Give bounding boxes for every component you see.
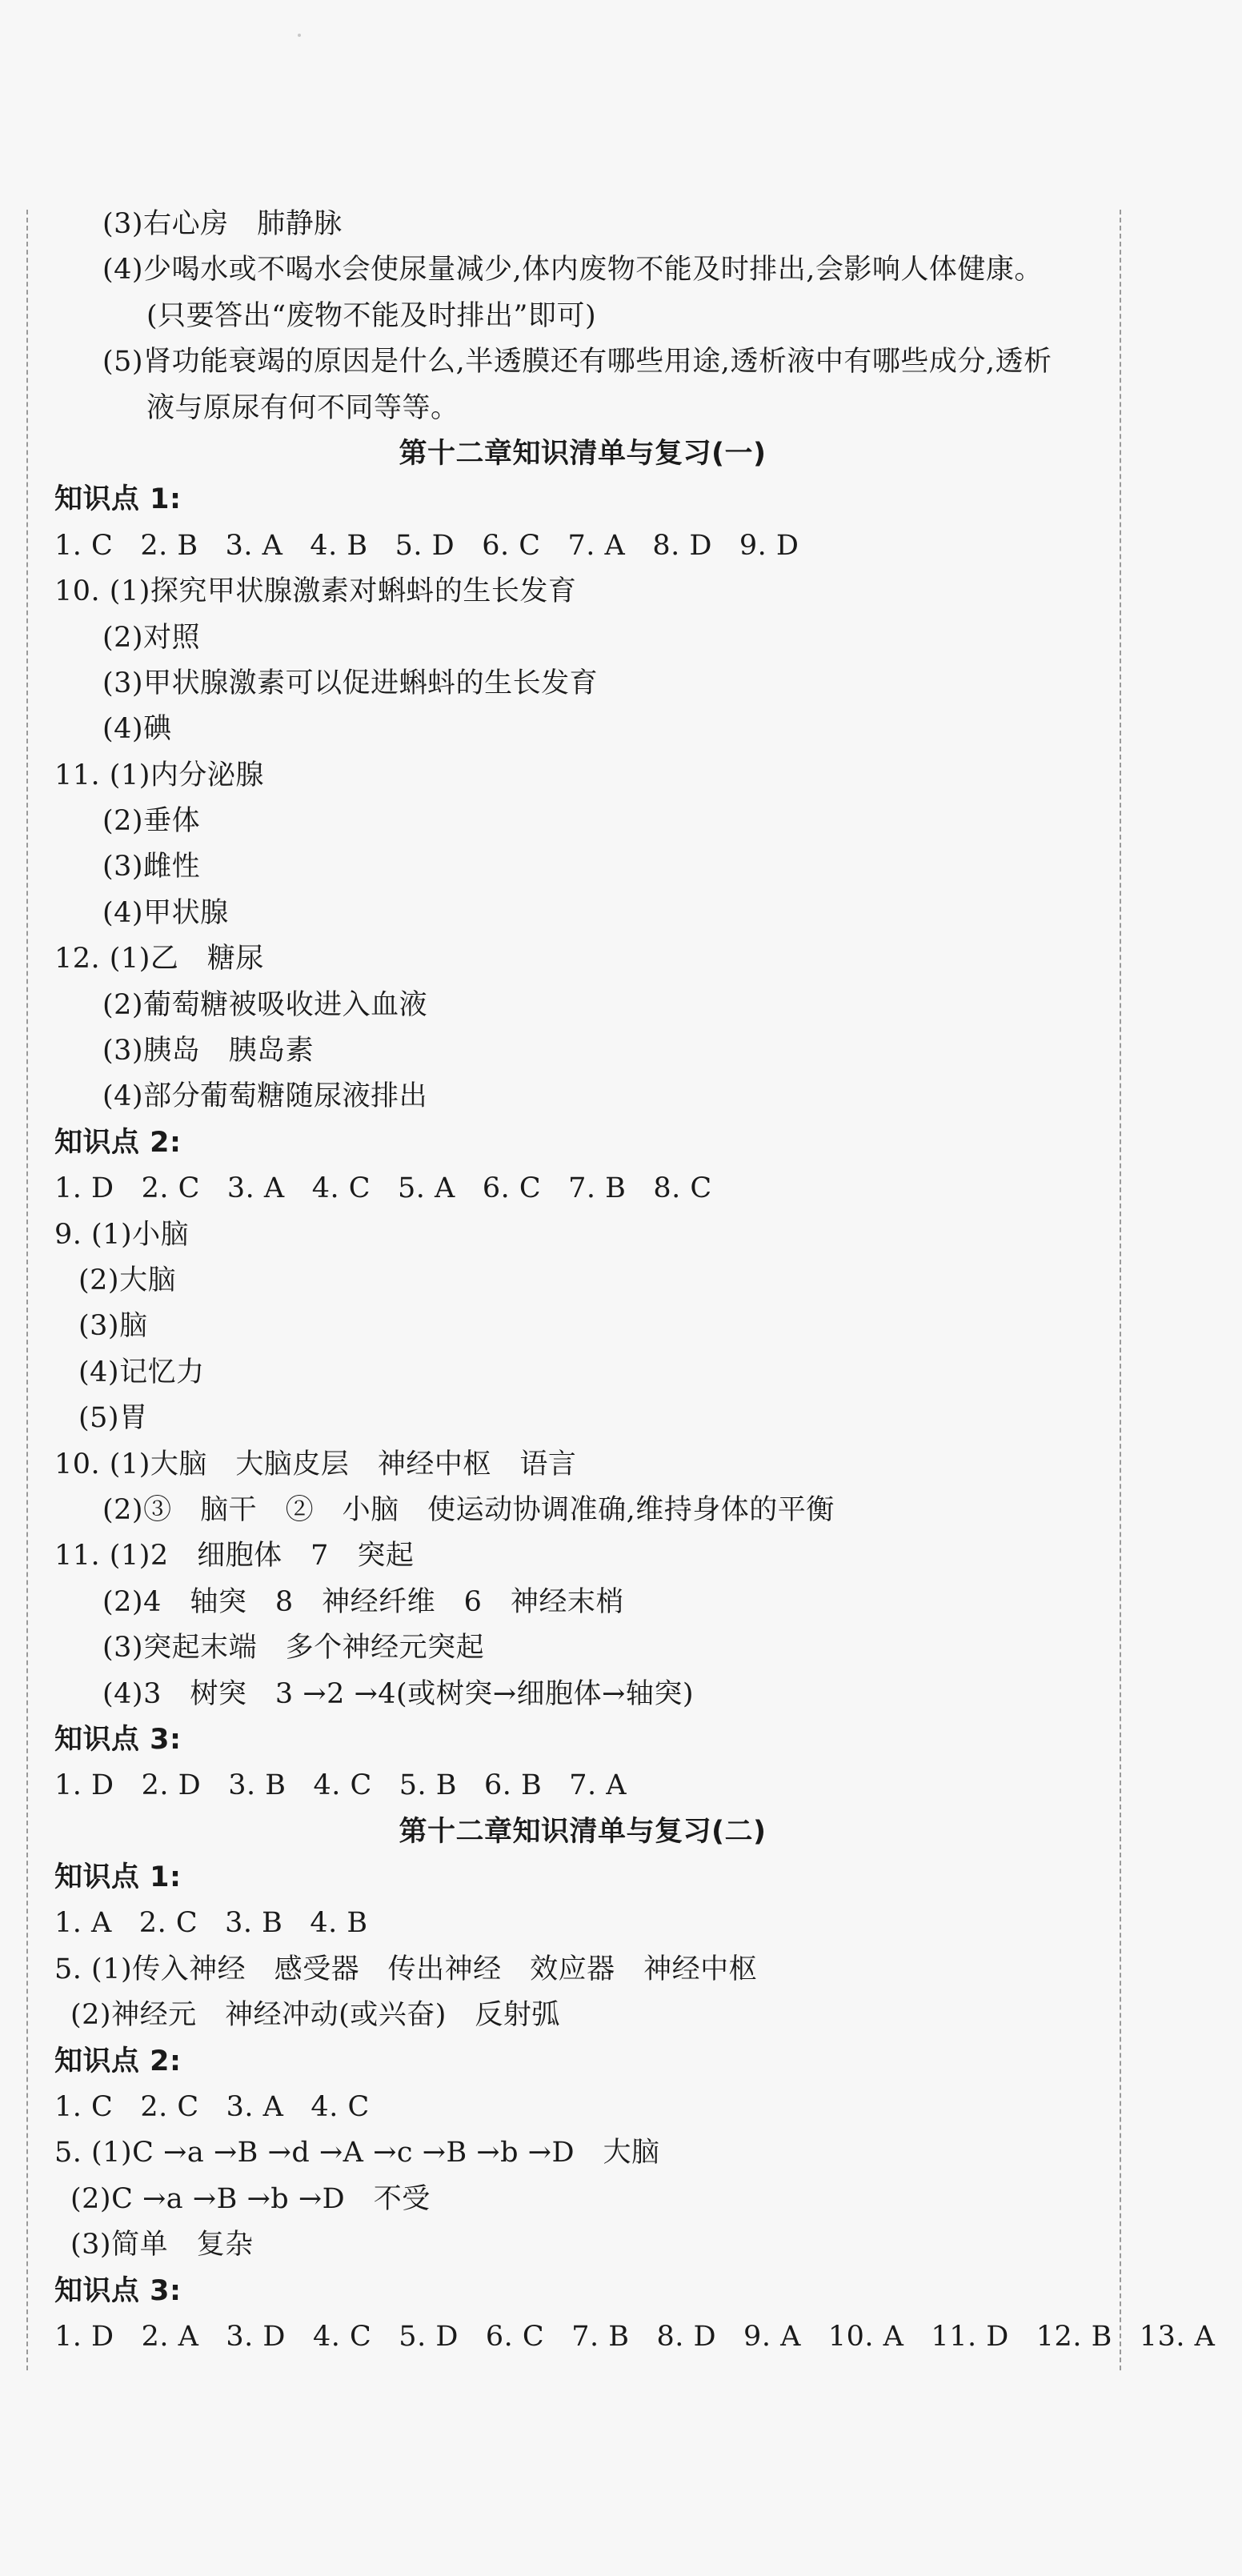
left-margin-rule — [26, 210, 28, 2370]
answer-item: 4. C — [311, 1172, 371, 1205]
section-title: 第十二章知识清单与复习(二) — [399, 1815, 767, 1848]
answer-line: (4)少喝水或不喝水会使尿量减少,体内废物不能及时排出,会影响人体健康。 — [102, 254, 1043, 286]
answer-item: 6. C — [482, 529, 541, 562]
answer-item: 2. C — [140, 2091, 199, 2124]
answer-line: (2)4 轴突 8 神经纤维 6 神经末梢 — [102, 1585, 624, 1618]
knowledge-point-label: 知识点 2: — [54, 1126, 182, 1159]
answer-line: 10. (1)探究甲状腺激素对蝌蚪的生长发育 — [54, 575, 577, 608]
answer-item: 9. A — [743, 2320, 801, 2353]
knowledge-point-label: 知识点 3: — [54, 2274, 182, 2307]
answer-item: 3. A — [226, 2091, 284, 2124]
answer-line: (2)垂体 — [102, 805, 201, 838]
answer-item: 3. B — [228, 1769, 286, 1802]
answer-line: 11. (1)内分泌腺 — [54, 759, 264, 791]
answer-line: (2)C →a →B →b →D 不受 — [70, 2182, 431, 2215]
answer-item: 1. D — [54, 1769, 114, 1802]
answer-line: (4)甲状腺 — [102, 896, 229, 929]
answer-item: 4. B — [310, 529, 368, 562]
answer-item: 2. A — [141, 2320, 199, 2353]
answer-item: 3. A — [226, 1172, 285, 1205]
answer-line: 5. (1)传入神经 感受器 传出神经 效应器 神经中枢 — [54, 1953, 758, 1985]
answer-item: 9. D — [739, 529, 799, 562]
answer-line: 12. (1)乙 糖尿 — [54, 943, 264, 976]
answer-item: 10. A — [827, 2320, 904, 2353]
answer-row — [54, 2314, 1216, 2360]
answer-item: 7. B — [568, 1172, 627, 1205]
answer-item: 8. D — [652, 529, 712, 562]
answer-item: 1. D — [54, 2320, 114, 2353]
answer-line: (3)右心房 肺静脉 — [102, 208, 343, 240]
answer-item: 7. A — [569, 1769, 627, 1802]
knowledge-point-label: 知识点 3: — [54, 1723, 182, 1756]
answer-line: (3)甲状腺激素可以促进蝌蚪的生长发育 — [102, 667, 599, 699]
answer-item: 12. B — [1036, 2320, 1112, 2353]
answer-line: (2)葡萄糖被吸收进入血液 — [102, 988, 428, 1021]
answer-row — [54, 2085, 1111, 2130]
answer-line: 液与原尿有何不同等等。 — [146, 391, 459, 424]
answer-line: (2)③ 脑干 ② 小脑 使运动协调准确,维持身体的平衡 — [102, 1493, 835, 1526]
answer-item: 6. B — [484, 1769, 543, 1802]
answer-item: 4. C — [313, 1769, 372, 1802]
answer-line: (4)记忆力 — [78, 1356, 205, 1388]
answer-item: 1. C — [54, 529, 114, 562]
answer-line: (5)胃 — [78, 1402, 148, 1435]
answer-line: (4)3 树突 3 →2 →4(或树突→细胞体→轴突) — [102, 1677, 695, 1710]
answer-item: 3. B — [225, 1907, 283, 1940]
section-title: 第十二章知识清单与复习(一) — [399, 437, 767, 470]
answer-line: (2)大脑 — [78, 1264, 177, 1296]
answer-item: 2. C — [138, 1907, 198, 1940]
knowledge-point-label: 知识点 1: — [54, 1861, 182, 1894]
answer-line: (4)碘 — [102, 713, 172, 746]
answer-item: 6. C — [482, 1172, 542, 1205]
answer-row — [54, 1901, 1111, 1946]
answer-item: 3. D — [226, 2320, 286, 2353]
answer-line: (4)部分葡萄糖随尿液排出 — [102, 1080, 428, 1113]
answer-item: 11. D — [931, 2320, 1009, 2353]
answer-line: (3)突起末端 多个神经元突起 — [102, 1632, 485, 1665]
answer-line: 11. (1)2 细胞体 7 突起 — [54, 1540, 415, 1572]
answer-line: (3)简单 复杂 — [70, 2229, 254, 2262]
answer-item: 2. B — [140, 529, 198, 562]
answer-row — [54, 1763, 1111, 1809]
answer-item: 4. B — [310, 1907, 368, 1940]
answer-row — [54, 523, 1111, 569]
answer-item: 7. A — [567, 529, 626, 562]
answer-line: (3)胰岛 胰岛素 — [102, 1035, 315, 1068]
answer-item: 3. A — [225, 529, 283, 562]
answer-line: (5)肾功能衰竭的原因是什么,半透膜还有哪些用途,透析液中有哪些成分,透析 — [102, 346, 1052, 379]
answer-item: 5. A — [398, 1172, 455, 1205]
answer-item: 5. D — [399, 2320, 459, 2353]
answer-item: 5. B — [399, 1769, 457, 1802]
answer-line: 10. (1)大脑 大脑皮层 神经中枢 语言 — [54, 1448, 577, 1480]
answer-item: 13. A — [1139, 2320, 1216, 2353]
answer-item: 7. B — [571, 2320, 630, 2353]
answer-item: 8. C — [653, 1172, 712, 1205]
answer-item: 4. C — [312, 2320, 372, 2353]
answer-line: (2)对照 — [102, 621, 201, 654]
knowledge-point-label: 知识点 2: — [54, 2045, 182, 2077]
right-margin-rule — [1120, 210, 1121, 2370]
answer-item: 2. D — [141, 1769, 202, 1802]
knowledge-point-label: 知识点 1: — [54, 483, 182, 516]
answer-line: 5. (1)C →a →B →d →A →c →B →b →D 大脑 — [54, 2137, 660, 2169]
answer-item: 1. D — [54, 1172, 114, 1205]
answer-item: 1. A — [54, 1907, 112, 1940]
answer-row — [54, 1166, 1111, 1212]
answer-line: (3)脑 — [78, 1310, 148, 1343]
answer-item: 6. C — [485, 2320, 545, 2353]
answer-item: 5. D — [395, 529, 455, 562]
answer-item: 2. C — [141, 1172, 200, 1205]
scan-speck — [298, 34, 301, 37]
answer-item: 1. C — [54, 2091, 114, 2124]
answer-content — [54, 202, 1216, 2360]
answer-line: (2)神经元 神经冲动(或兴奋) 反射弧 — [70, 1999, 560, 2032]
answer-line: (只要答出“废物不能及时排出”即可) — [146, 299, 597, 332]
answer-item: 8. D — [656, 2320, 717, 2353]
answer-item: 4. C — [310, 2091, 370, 2124]
answer-line: (3)雌性 — [102, 851, 201, 883]
answer-line: 9. (1)小脑 — [54, 1218, 190, 1251]
